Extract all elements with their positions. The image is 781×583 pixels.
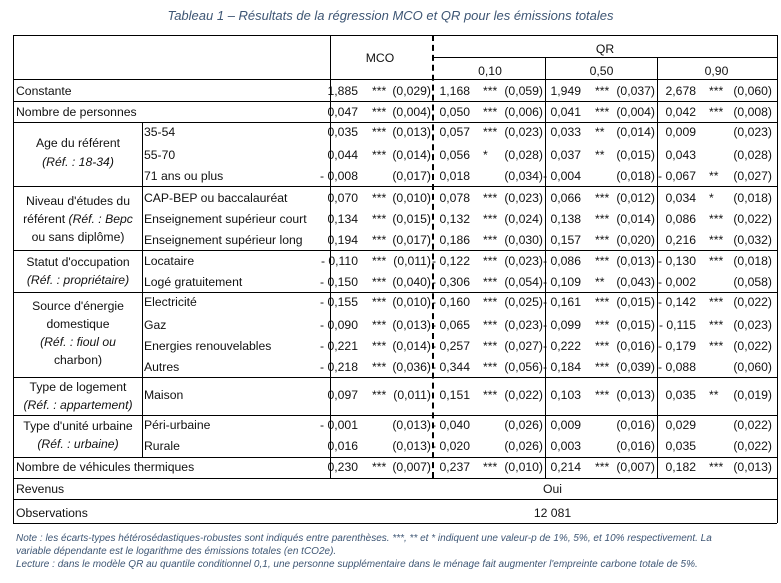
modality-label: Enseignement supérieur long [144, 233, 303, 247]
significance-stars: ** [595, 125, 605, 139]
note-line-2: variable dépendante est le logarithme des émissions totales (en tCO2e). [16, 546, 337, 557]
significance-stars: *** [595, 233, 610, 247]
coefficient-value: - 0,142 [658, 295, 696, 309]
standard-error: (0,013) [616, 254, 655, 268]
rule-line [13, 377, 777, 378]
standard-error: (0,020) [616, 233, 655, 247]
significance-stars: *** [372, 191, 387, 205]
rule-line [433, 57, 777, 58]
coefficient-value: - 0,086 [543, 254, 581, 268]
coefficient-value: - 0,160 [432, 295, 470, 309]
significance-stars: *** [709, 212, 724, 226]
standard-error: (0,015) [616, 295, 655, 309]
coefficient-value: 1,949 [550, 84, 581, 98]
significance-stars: *** [372, 339, 387, 353]
significance-stars: *** [483, 105, 498, 119]
coefficient-value: - 0,065 [432, 318, 470, 332]
variable-label: Source d'énergie [32, 299, 124, 313]
significance-stars: *** [709, 318, 724, 332]
standard-error: (0,030) [504, 233, 543, 247]
standard-error: (0,036) [392, 360, 431, 374]
significance-stars: *** [372, 212, 387, 226]
significance-stars: *** [483, 360, 498, 374]
standard-error: (0,008) [733, 105, 772, 119]
standard-error: (0,037) [616, 84, 655, 98]
modality-label: Maison [144, 388, 184, 402]
standard-error: (0,023) [733, 125, 772, 139]
significance-stars: *** [372, 388, 387, 402]
significance-stars: *** [709, 295, 724, 309]
significance-stars: *** [483, 212, 498, 226]
coefficient-value: 0,070 [327, 191, 358, 205]
significance-stars: *** [372, 360, 387, 374]
rule-line [13, 101, 777, 102]
standard-error: (0,016) [616, 339, 655, 353]
revenus-label: Revenus [16, 482, 65, 496]
significance-stars: *** [483, 191, 498, 205]
significance-stars: *** [595, 318, 610, 332]
standard-error: (0,015) [616, 148, 655, 162]
rule-line [13, 79, 777, 80]
significance-stars: *** [483, 84, 498, 98]
coefficient-value: 1,168 [439, 84, 470, 98]
modality-label: Logé gratuitement [144, 275, 243, 289]
coefficient-value: 0,042 [665, 105, 696, 119]
standard-error: (0,004) [616, 105, 655, 119]
significance-stars: *** [483, 295, 498, 309]
coefficient-value: - 0,130 [658, 254, 696, 268]
standard-error: (0,018) [616, 169, 655, 183]
modality-label: CAP-BEP ou baccalauréat [144, 191, 288, 205]
coefficient-value: 0,009 [665, 125, 696, 139]
standard-error: (0,014) [616, 125, 655, 139]
modality-label: 71 ans ou plus [144, 169, 224, 183]
standard-error: (0,018) [733, 254, 772, 268]
standard-error: (0,010) [504, 460, 543, 474]
coefficient-value: 0,186 [439, 233, 470, 247]
modality-label: 35-54 [144, 125, 176, 139]
standard-error: (0,013) [616, 388, 655, 402]
significance-stars: *** [595, 84, 610, 98]
column-border [330, 35, 331, 478]
variable-label-line: ou sans diplôme) [31, 230, 125, 244]
significance-stars: *** [372, 105, 387, 119]
column-border [657, 57, 658, 478]
standard-error: (0,034) [504, 169, 543, 183]
coefficient-value: 0,182 [665, 460, 696, 474]
standard-error: (0,015) [616, 318, 655, 332]
note-line-3: Lecture : dans le modèle QR au quantile conditionnel 0,1, une personne supplémentaire dans le ménage fait augmenter l'empreinte carbone totale de 5%. [16, 559, 698, 570]
modality-label: Electricité [144, 295, 197, 309]
coefficient-value: - 0,122 [432, 254, 470, 268]
standard-error: (0,043) [616, 275, 655, 289]
coefficient-value: 0,078 [439, 191, 470, 205]
significance-stars: * [483, 148, 488, 162]
standard-error: (0,028) [733, 148, 772, 162]
column-border [545, 57, 546, 478]
standard-error: (0,014) [392, 339, 431, 353]
reference-label: (Réf. : urbaine) [37, 437, 119, 451]
coefficient-value: - 0,004 [543, 169, 581, 183]
coefficient-value: - 0,088 [658, 360, 696, 374]
coefficient-value: - 0,067 [658, 169, 696, 183]
reference-label: (Réf. : fioul ou [40, 335, 116, 349]
significance-stars: *** [372, 125, 387, 139]
rule-line [13, 478, 777, 479]
coefficient-value: 0,138 [550, 212, 581, 226]
coefficient-value: 0,057 [439, 125, 470, 139]
significance-stars: *** [709, 460, 724, 474]
coefficient-value: 0,018 [439, 169, 470, 183]
significance-stars: *** [483, 254, 498, 268]
coefficient-value: 0,151 [439, 388, 470, 402]
standard-error: (0,022) [733, 339, 772, 353]
coefficient-value: 0,029 [665, 418, 696, 432]
coefficient-value: 0,132 [439, 212, 470, 226]
significance-stars: *** [483, 460, 498, 474]
coefficient-value: - 0,090 [320, 318, 358, 332]
standard-error: (0,060) [733, 84, 772, 98]
modality-label: Gaz [144, 318, 167, 332]
significance-stars: ** [595, 148, 605, 162]
standard-error: (0,010) [392, 191, 431, 205]
coefficient-value: - 0,020 [432, 439, 470, 453]
rule-line [13, 457, 777, 458]
standard-error: (0,027) [504, 339, 543, 353]
rule-line [13, 415, 777, 416]
coefficient-value: - 0,222 [543, 339, 581, 353]
header-quantile: 0,90 [704, 64, 729, 78]
variable-label: Nombre de véhicules thermiques [16, 460, 195, 474]
coefficient-value: 0,237 [439, 460, 470, 474]
coefficient-value: 0,016 [327, 439, 358, 453]
reference-label: (Réf. : appartement) [23, 398, 133, 412]
dashed-separator [432, 35, 434, 478]
significance-stars: *** [595, 388, 610, 402]
coefficient-value: 0,034 [665, 191, 696, 205]
significance-stars: *** [595, 105, 610, 119]
standard-error: (0,013) [392, 418, 431, 432]
standard-error: (0,022) [733, 418, 772, 432]
significance-stars: *** [483, 233, 498, 247]
modality-label: Enseignement supérieur court [144, 212, 307, 226]
coefficient-value: - 0,155 [320, 295, 358, 309]
significance-stars: *** [372, 318, 387, 332]
significance-stars: *** [595, 339, 610, 353]
rule-line [13, 122, 777, 123]
modality-label: Energies renouvelables [144, 339, 272, 353]
coefficient-value: - 0,218 [320, 360, 358, 374]
coefficient-value: - 0,040 [432, 418, 470, 432]
rule-line [13, 292, 777, 293]
standard-error: (0,017) [392, 169, 431, 183]
significance-stars: *** [709, 339, 724, 353]
coefficient-value: - 0,150 [320, 275, 358, 289]
standard-error: (0,010) [392, 295, 431, 309]
variable-label-line: référent (Réf. : Bepc [23, 212, 133, 226]
significance-stars: *** [372, 233, 387, 247]
column-border [777, 35, 778, 523]
coefficient-value: 1,885 [327, 84, 358, 98]
rule-line [13, 186, 777, 187]
observations-value: 12 081 [533, 506, 572, 520]
rule-line [13, 499, 777, 500]
significance-stars: * [709, 191, 714, 205]
table-caption: Tableau 1 – Résultats de la régression MCO et QR pour les émissions totales [167, 8, 614, 23]
header-qr: QR [595, 42, 615, 56]
standard-error: (0,029) [392, 84, 431, 98]
standard-error: (0,028) [504, 148, 543, 162]
standard-error: (0,026) [504, 439, 543, 453]
rule-line [13, 35, 777, 36]
significance-stars: *** [372, 148, 387, 162]
standard-error: (0,060) [733, 360, 772, 374]
standard-error: (0,032) [733, 233, 772, 247]
coefficient-value: 0,003 [550, 439, 581, 453]
standard-error: (0,026) [504, 418, 543, 432]
standard-error: (0,023) [504, 254, 543, 268]
coefficient-value: 0,041 [550, 105, 581, 119]
standard-error: (0,027) [733, 169, 772, 183]
standard-error: (0,016) [616, 418, 655, 432]
coefficient-value: 0,230 [327, 460, 358, 474]
standard-error: (0,054) [504, 275, 543, 289]
coefficient-value: - 0,110 [320, 254, 358, 268]
standard-error: (0,039) [616, 360, 655, 374]
standard-error: (0,004) [392, 105, 431, 119]
variable-label: Statut d'occupation [26, 255, 130, 269]
significance-stars: *** [595, 254, 610, 268]
coefficient-value: - 0,184 [543, 360, 581, 374]
significance-stars: *** [595, 191, 610, 205]
standard-error: (0,013) [392, 318, 431, 332]
coefficient-value: - 0,344 [432, 360, 470, 374]
variable-label: Nombre de personnes [16, 105, 137, 119]
coefficient-value: 0,097 [327, 388, 358, 402]
standard-error: (0,013) [392, 439, 431, 453]
significance-stars: *** [595, 212, 610, 226]
standard-error: (0,022) [733, 295, 772, 309]
modality-label: Péri-urbaine [144, 418, 211, 432]
coefficient-value: 0,086 [665, 212, 696, 226]
standard-error: (0,018) [733, 191, 772, 205]
reference-label: (Réf. : Bepc [68, 212, 133, 226]
standard-error: (0,013) [392, 125, 431, 139]
modality-label: Locataire [144, 254, 195, 268]
coefficient-value: - 0,179 [658, 339, 696, 353]
standard-error: (0,023) [733, 318, 772, 332]
standard-error: (0,012) [616, 191, 655, 205]
variable-label-line: domestique [46, 317, 110, 331]
coefficient-value: 0,157 [550, 233, 581, 247]
variable-label: Constante [16, 84, 72, 98]
variable-label-line: charbon) [53, 353, 103, 367]
standard-error: (0,007) [392, 460, 431, 474]
reference-label: (Réf. : propriétaire) [26, 273, 130, 287]
standard-error: (0,016) [616, 439, 655, 453]
coefficient-value: 0,194 [327, 233, 358, 247]
coefficient-value: - 0,306 [432, 275, 470, 289]
coefficient-value: 0,009 [550, 418, 581, 432]
significance-stars: *** [709, 233, 724, 247]
standard-error: (0,056) [504, 360, 543, 374]
coefficient-value: - 0,115 [658, 318, 696, 332]
standard-error: (0,024) [504, 212, 543, 226]
standard-error: (0,022) [733, 212, 772, 226]
coefficient-value: - 0,001 [320, 418, 358, 432]
rule-line [13, 250, 777, 251]
coefficient-value: 0,056 [439, 148, 470, 162]
standard-error: (0,014) [392, 148, 431, 162]
coefficient-value: - 0,008 [320, 169, 358, 183]
significance-stars: *** [483, 318, 498, 332]
coefficient-value: - 0,221 [320, 339, 358, 353]
standard-error: (0,023) [504, 318, 543, 332]
significance-stars: *** [483, 125, 498, 139]
significance-stars: *** [709, 254, 724, 268]
variable-label: Type de logement [29, 380, 127, 394]
standard-error: (0,019) [733, 388, 772, 402]
coefficient-value: 0,050 [439, 105, 470, 119]
standard-error: (0,006) [504, 105, 543, 119]
header-mco: MCO [365, 51, 395, 65]
coefficient-value: 0,035 [665, 388, 696, 402]
standard-error: (0,017) [392, 233, 431, 247]
significance-stars: ** [595, 275, 605, 289]
observations-label: Observations [16, 506, 88, 520]
note-line-1: Note : les écarts-types hétérosédastiques-robustes sont indiqués entre parenthèses. ***, ** et * indiquent une valeur-p de 1%, 5%, et 10% respectivement. La [16, 533, 712, 544]
standard-error: (0,014) [616, 212, 655, 226]
significance-stars: *** [483, 339, 498, 353]
reference-label: (Réf. : 18-34) [42, 155, 114, 169]
coefficient-value: 0,037 [550, 148, 581, 162]
coefficient-value: 0,134 [327, 212, 358, 226]
significance-stars: *** [595, 295, 610, 309]
significance-stars: *** [483, 275, 498, 289]
significance-stars: *** [372, 84, 387, 98]
coefficient-value: 0,043 [665, 148, 696, 162]
standard-error: (0,023) [504, 191, 543, 205]
coefficient-value: 0,047 [327, 105, 358, 119]
significance-stars: *** [372, 275, 387, 289]
standard-error: (0,023) [504, 125, 543, 139]
variable-label: Age du référent [35, 136, 120, 150]
rule-line [13, 523, 777, 524]
modality-label: 55-70 [144, 148, 176, 162]
coefficient-value: - 0,002 [658, 275, 696, 289]
coefficient-value: 0,103 [550, 388, 581, 402]
significance-stars: *** [372, 254, 387, 268]
standard-error: (0,015) [392, 212, 431, 226]
header-quantile: 0,50 [589, 64, 614, 78]
coefficient-value: - 0,109 [543, 275, 581, 289]
coefficient-value: 0,044 [327, 148, 358, 162]
standard-error: (0,040) [392, 275, 431, 289]
header-quantile: 0,10 [478, 64, 502, 78]
coefficient-value: 0,066 [550, 191, 581, 205]
variable-label: Type d'unité urbaine [23, 419, 133, 433]
coefficient-value: 0,035 [327, 125, 358, 139]
column-border [13, 35, 14, 523]
coefficient-value: 0,216 [665, 233, 696, 247]
coefficient-value: 0,035 [665, 439, 696, 453]
standard-error: (0,011) [393, 388, 431, 402]
standard-error: (0,058) [733, 275, 772, 289]
coefficient-value: 0,214 [550, 460, 581, 474]
standard-error: (0,007) [616, 460, 655, 474]
standard-error: (0,022) [504, 388, 543, 402]
significance-stars: ** [709, 388, 719, 402]
coefficient-value: - 0,161 [543, 295, 581, 309]
significance-stars: *** [595, 460, 610, 474]
significance-stars: *** [372, 460, 387, 474]
standard-error: (0,059) [504, 84, 543, 98]
coefficient-value: 2,678 [665, 84, 696, 98]
modality-label: Rurale [144, 439, 180, 453]
significance-stars: *** [709, 84, 724, 98]
significance-stars: *** [483, 388, 498, 402]
variable-label: Niveau d'études du [26, 194, 130, 208]
modality-label: Autres [144, 360, 180, 374]
significance-stars: *** [372, 295, 387, 309]
significance-stars: *** [595, 360, 610, 374]
standard-error: (0,022) [733, 439, 772, 453]
revenus-value: Oui [543, 482, 562, 496]
significance-stars: ** [709, 169, 719, 183]
standard-error: (0,013) [733, 460, 772, 474]
standard-error: (0,011) [393, 254, 431, 268]
coefficient-value: - 0,257 [432, 339, 470, 353]
coefficient-value: 0,033 [550, 125, 581, 139]
column-border [142, 122, 143, 457]
standard-error: (0,025) [504, 295, 543, 309]
coefficient-value: - 0,099 [543, 318, 581, 332]
significance-stars: *** [709, 105, 724, 119]
